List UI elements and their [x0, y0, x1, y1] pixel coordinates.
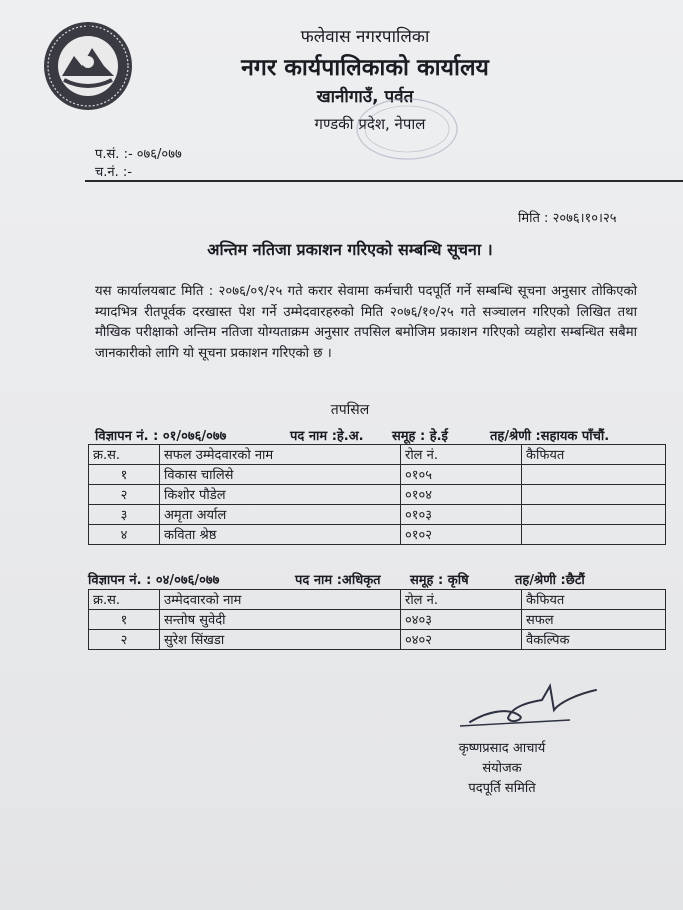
signatory-name: कृष्णप्रसाद आचार्य — [458, 741, 546, 756]
office-stamp — [352, 94, 462, 164]
serial-cell: ३ — [89, 505, 160, 525]
roll-cell: ०४०२ — [401, 630, 522, 650]
municipality-emblem-icon — [42, 20, 134, 112]
signatory-title: संयोजक — [482, 761, 522, 776]
name-cell: अमृता अर्याल — [160, 505, 401, 525]
office-location: खानीगाउँ, पर्वत — [316, 87, 414, 107]
column-header: कैफियत — [522, 590, 666, 610]
remark-cell — [522, 505, 666, 525]
name-cell: किशोर पौडेल — [160, 485, 401, 505]
header-divider — [85, 180, 683, 182]
advert-2-level: तह/श्रेणी :छैटौं — [515, 573, 585, 588]
notice-subject: अन्तिम नतिजा प्रकाशन गरिएको सम्बन्धि सूचना । — [207, 240, 493, 259]
municipality-name: फलेवास नगरपालिका — [300, 27, 430, 47]
name-cell: सन्तोष सुवेदी — [160, 610, 401, 630]
roll-cell: ०१०५ — [401, 465, 522, 485]
table-header-row — [89, 445, 666, 465]
name-cell: विकास चालिसे — [160, 465, 401, 485]
signatory-committee: पदपूर्ति समिति — [468, 781, 536, 796]
advert-1-number: विज्ञापन नं. : ०१/०७६/०७७ — [95, 429, 227, 444]
table-row — [89, 485, 666, 505]
results-table-1 — [88, 444, 666, 545]
column-header: क्र.स. — [89, 445, 160, 465]
name-cell: कविता श्रेष्ठ — [160, 525, 401, 545]
handwritten-signature — [450, 680, 600, 730]
column-header: कैफियत — [522, 445, 666, 465]
notice-body: यस कार्यालयबाट मिति : २०७६/०९/२५ गते करार सेवामा कर्मचारी पदपूर्ति गर्ने सम्बन्धि सूचना अनुसार तोकिएको म्यादभित्र रीतपूर्वक दरखास्त पेश गर्ने उम्मेदवारहरुको मिति २०७६/१०/२५ गते सञ्चालन गरिएको लिखित तथा मौखिक परीक्षाको अन्तिम नतिजा योग्यताक्रम अनुसार तपसिल बमोजिम प्रकाशन गरिएको व्यहोरा सम्बन्धित सबैमा जानकारीको लागि यो सूचना प्रकाशन गरिएको छ । — [95, 284, 637, 361]
table-row — [89, 525, 666, 545]
serial-cell: ४ — [89, 525, 160, 545]
table-header-row — [89, 590, 666, 610]
roll-cell: ०४०३ — [401, 610, 522, 630]
roll-cell: ०१०४ — [401, 485, 522, 505]
remark-cell: वैकल्पिक — [522, 630, 666, 650]
table-row — [89, 465, 666, 485]
remark-cell — [522, 485, 666, 505]
column-header: उम्मेदवारको नाम — [160, 590, 401, 610]
table-row — [89, 610, 666, 630]
advert-1-level: तह/श्रेणी :सहायक पाँचौं. — [490, 429, 610, 444]
column-header: क्र.स. — [89, 590, 160, 610]
name-cell: सुरेश सिंखडा — [160, 630, 401, 650]
column-header: सफल उम्मेदवारको नाम — [160, 445, 401, 465]
results-table-2 — [88, 589, 666, 650]
table-row — [89, 505, 666, 525]
column-header: रोल नं. — [401, 590, 522, 610]
schedule-label: तपसिल — [330, 402, 370, 418]
serial-cell: १ — [89, 465, 160, 485]
office-name: नगर कार्यपालिकाको कार्यालय — [241, 55, 489, 81]
notice-date: मिति : २०७६।१०।२५ — [518, 211, 617, 226]
roll-cell: ०१०२ — [401, 525, 522, 545]
advert-2-group: समूह : कृषि — [410, 573, 469, 588]
serial-cell: २ — [89, 485, 160, 505]
advert-1-group: समूह : हे.ई — [392, 429, 448, 444]
remark-cell — [522, 465, 666, 485]
province-line: गण्डकी प्रदेश, नेपाल — [314, 115, 426, 133]
reference-number: प.सं. :- ०७६/०७७ — [95, 147, 182, 162]
serial-cell: २ — [89, 630, 160, 650]
column-header: रोल नं. — [401, 445, 522, 465]
advert-1-post: पद नाम :हे.अ. — [290, 429, 364, 444]
roll-cell: ०१०३ — [401, 505, 522, 525]
advert-2-post: पद नाम :अधिकृत — [295, 573, 381, 588]
advert-2-number: विज्ञापन नं. : ०४/०७६/०७७ — [88, 573, 220, 588]
serial-cell: १ — [89, 610, 160, 630]
dispatch-number: च.नं. :- — [95, 165, 132, 180]
remark-cell — [522, 525, 666, 545]
remark-cell: सफल — [522, 610, 666, 630]
table-row — [89, 630, 666, 650]
